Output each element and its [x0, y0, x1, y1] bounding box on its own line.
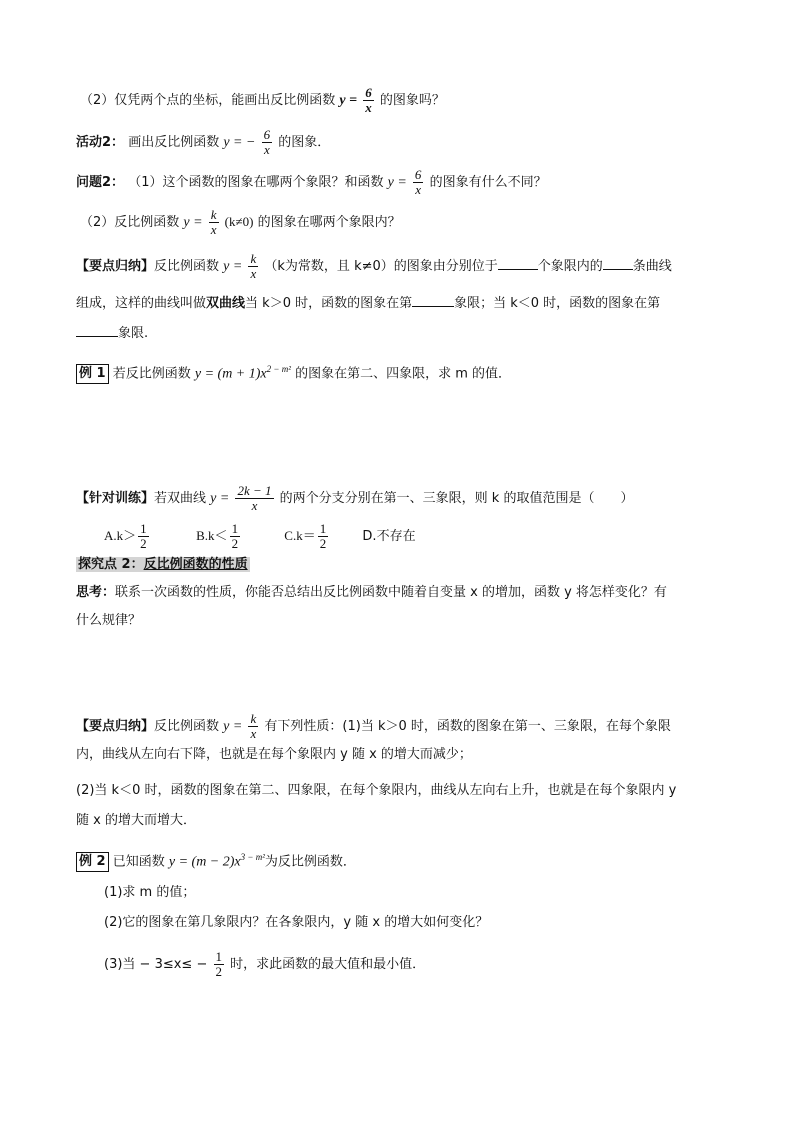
problem-2-fn: y =	[387, 175, 407, 190]
example-2-exponent: 3 − m²	[240, 852, 265, 862]
problem-2-suffix: 的图象有什么不同？	[429, 175, 547, 190]
example-1	[76, 360, 511, 384]
summary-2-line-3	[76, 782, 676, 800]
example-2-fn: y = (m − 2)x	[168, 854, 241, 870]
option-a[interactable]: A.k＞ $\frac{1}{2}$	[104, 521, 147, 551]
summary-2-t1: 反比例函数	[154, 719, 220, 734]
summary-1-t4: 条曲线	[632, 259, 672, 274]
example-1-label: 例 1	[76, 364, 109, 384]
example-2-part-1: (1)求 m 的值；	[104, 885, 196, 900]
summary-2-t2: 有下列性质：(1)当 k＞0 时，函数的图象在第一、三象限，在每个象限	[264, 719, 671, 734]
problem-2b-prefix: （2）反比例函数	[80, 215, 180, 230]
option-d[interactable]: D.不存在	[362, 529, 416, 544]
example-1-text: 若反比例函数	[112, 366, 191, 382]
activity-2-label: 活动2：	[76, 135, 125, 150]
drill-label: 【针对训练】	[76, 491, 155, 506]
example-2-suffix: 为反比例函数．	[264, 854, 356, 870]
problem-2b-fraction: $\frac{k}{x}$	[210, 207, 217, 237]
problem-2b-suffix: 的图象在哪两个象限内？	[257, 215, 401, 230]
summary-1-line-2	[76, 292, 660, 313]
option-c[interactable]: C.k＝ $\frac{1}{2}$	[284, 521, 327, 551]
question-2	[80, 86, 445, 115]
option-b[interactable]: B.k＜ $\frac{1}{2}$	[196, 521, 239, 551]
think-text-2: 什么规律？	[76, 613, 142, 628]
section-2-heading	[76, 556, 250, 574]
problem-2-text: （1）这个函数的图象在哪两个象限？和函数	[128, 175, 384, 190]
summary-1-line2d: 象限；当 k＜0 时，函数的图象在第	[454, 296, 661, 311]
summary-2-label: 【要点归纳】	[76, 719, 155, 734]
example-2-label: 例 2	[76, 852, 109, 872]
problem-2b-condition: (k≠0)	[224, 214, 254, 229]
option-c-fraction: $\frac{1}{2}$	[319, 521, 327, 551]
summary-2-text-3: (2)当 k＜0 时，函数的图象在第二、四象限，在每个象限内，曲线从左向右上升，也就是在每个象限内 y	[76, 783, 677, 798]
summary-1-t1: 反比例函数	[154, 259, 220, 274]
problem-2-fraction: $\frac{6}{x}$	[414, 167, 422, 197]
activity-2-fn: y = −	[223, 135, 256, 150]
activity-2-text: 画出反比例函数	[128, 135, 220, 150]
problem-2-label: 问题2：	[76, 175, 125, 190]
blank-1[interactable]	[498, 255, 538, 270]
q2-fn: y =	[339, 93, 358, 108]
summary-1-t3: 个象限内的	[537, 259, 603, 274]
summary-2-text-2: 内，曲线从左向右下降，也就是在每个象限内 y 随 x 的增大而减少；	[76, 747, 472, 762]
example-2-part-3a: (3)当 − 3≤x≤ −	[104, 957, 208, 972]
summary-2-fn: y =	[223, 719, 243, 734]
drill	[76, 484, 633, 513]
summary-1-label: 【要点归纳】	[76, 259, 155, 274]
drill-fn: y =	[210, 491, 230, 506]
option-a-fraction: $\frac{1}{2}$	[140, 521, 147, 551]
q2-suffix: 的图象吗？	[379, 93, 445, 108]
q2-fraction: $\frac{6}{x}$	[365, 85, 372, 115]
summary-1-line2c: 当 k＞0 时，函数的图象在第	[245, 296, 413, 311]
think-text-1: 联系一次函数的性质，你能否总结出反比例函数中随着自变量 x 的增加，函数 y 将怎样变化？有	[115, 585, 667, 600]
activity-2-fraction: $\frac{6}{x}$	[263, 127, 271, 157]
summary-1-term: 双曲线	[206, 296, 246, 311]
drill-fraction: $\frac{2k - 1}{x}$	[237, 483, 272, 513]
example-1-suffix: 的图象在第二、四象限，求 m 的值．	[295, 366, 511, 382]
summary-2-line-4	[76, 812, 196, 830]
drill-options	[104, 522, 416, 551]
activity-2	[76, 128, 330, 157]
problem-2b-fn: y =	[183, 215, 203, 230]
think-line-2	[76, 612, 141, 630]
option-b-fraction: $\frac{1}{2}$	[231, 521, 239, 551]
think-line-1	[76, 584, 667, 602]
example-2-part-2: (2)它的图象在第几象限内？在各象限内，y 随 x 的增大如何变化？	[104, 915, 489, 930]
summary-1-fraction: $\frac{k}{x}$	[250, 251, 257, 281]
blank-2[interactable]	[603, 255, 633, 270]
summary-2-text-4: 随 x 的增大而增大．	[76, 813, 196, 828]
summary-2-line-1	[76, 712, 671, 741]
blank-3[interactable]	[412, 292, 454, 307]
summary-2-line-2	[76, 746, 472, 764]
think-label: 思考：	[76, 585, 116, 600]
activity-2-suffix: 的图象．	[278, 135, 331, 150]
example-2-part-3b: 时，求此函数的最大值和最小值．	[230, 957, 426, 972]
problem-2	[76, 168, 547, 197]
problem-2-part-2	[80, 208, 401, 237]
summary-1-line-3	[76, 322, 148, 343]
summary-1-t2: （k为常数，且 k≠0）的图象由分别位于	[264, 259, 498, 274]
section-2-title: 探究点 2：反比例函数的性质	[78, 557, 248, 572]
example-1-exponent: 2 − m²	[266, 364, 291, 374]
blank-4[interactable]	[76, 322, 118, 337]
example-2	[76, 848, 356, 872]
summary-1-line3: 象限.	[118, 326, 149, 341]
summary-1-line-1	[76, 252, 672, 281]
summary-1-fn: y =	[223, 259, 243, 274]
drill-text: 若双曲线	[154, 491, 207, 506]
q2-prefix: （2）仅凭两个点的坐标，能画出反比例函数	[80, 93, 336, 108]
summary-1-line2a: 组成，这样的曲线叫做	[76, 296, 207, 311]
example-1-fn: y = (m + 1)x	[194, 366, 267, 382]
example-2-text: 已知函数	[112, 854, 165, 870]
drill-suffix: 的两个分支分别在第一、三象限，则 k 的取值范围是（ ）	[279, 491, 634, 506]
example-2-fraction: $\frac{1}{2}$	[215, 949, 222, 979]
summary-2-fraction: $\frac{k}{x}$	[250, 711, 257, 741]
example-2-part-3	[104, 950, 425, 979]
